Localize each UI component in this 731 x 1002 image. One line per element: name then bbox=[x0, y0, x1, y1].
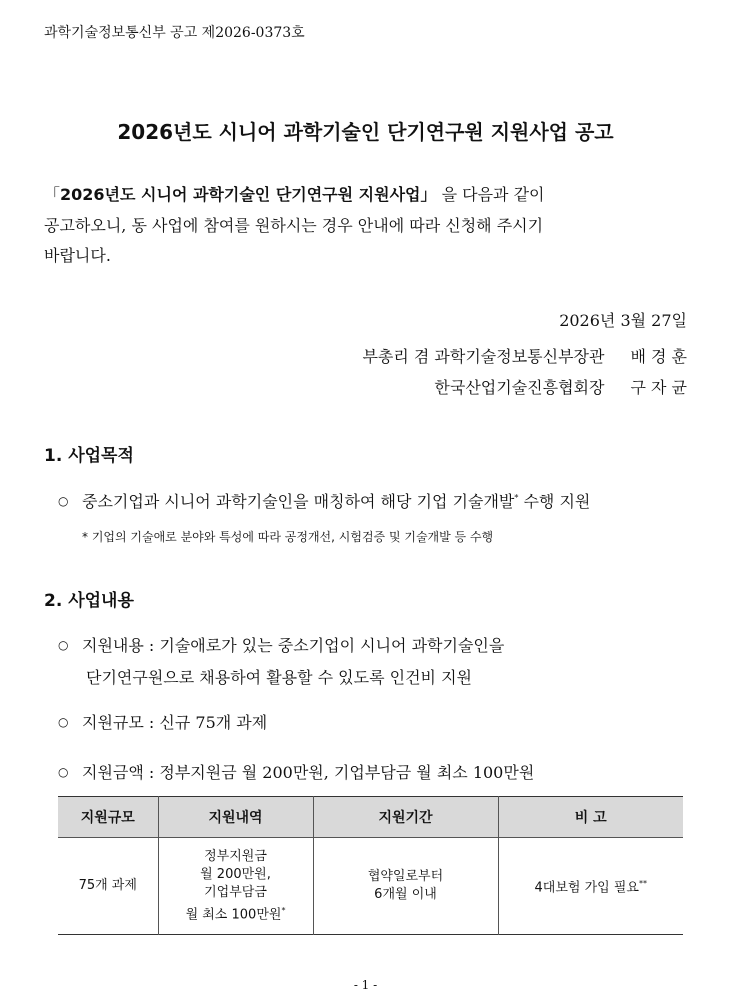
signer-title: 부총리 겸 과학기술정보통신부장관 bbox=[362, 347, 605, 366]
bullet-purpose bbox=[58, 489, 590, 512]
header-detail: 지원내역 bbox=[158, 797, 313, 838]
header-period: 지원기간 bbox=[313, 797, 498, 838]
signature-line-2 bbox=[434, 375, 687, 398]
period-line: 협약일로부터 bbox=[367, 869, 444, 884]
notice-number: 과학기술정보통신부 공고 제2026-0373호 bbox=[44, 25, 305, 41]
circle-bullet-icon: ○ bbox=[58, 494, 69, 508]
circle-bullet-icon: ○ bbox=[58, 638, 69, 652]
bullet-support-content bbox=[58, 633, 504, 656]
bullet-support-scale bbox=[58, 710, 267, 733]
bullet-support-content-cont: 단기연구원으로 채용하여 활용할 수 있도록 인건비 지원 bbox=[86, 668, 473, 687]
close-bracket: 」 bbox=[420, 185, 437, 204]
support-table bbox=[58, 796, 683, 935]
cell-note bbox=[498, 838, 683, 935]
intro-line-3: 바랍니다. bbox=[44, 246, 111, 265]
detail-line: 월 200만원, bbox=[200, 866, 271, 882]
cell-detail bbox=[158, 838, 313, 935]
bullet-text: 지원규모 : 신규 75개 과제 bbox=[82, 713, 268, 732]
header-note: 비 고 bbox=[498, 797, 683, 838]
intro-line-1-rest: 을 다음과 같이 bbox=[436, 185, 545, 204]
bullet-text: 중소기업과 시니어 과학기술인을 매칭하여 해당 기업 기술개발 bbox=[82, 492, 515, 511]
table-row bbox=[58, 838, 683, 935]
purpose-footnote: * 기업의 기술애로 분야와 특성에 따라 공정개선, 시험검증 및 기술개발 등 수행 bbox=[82, 530, 494, 544]
cell-scale: 75개 과제 bbox=[58, 838, 158, 935]
circle-bullet-icon: ○ bbox=[58, 765, 69, 779]
signer-title: 한국산업기술진흥협회장 bbox=[434, 378, 605, 397]
announcement-date: 2026년 3월 27일 bbox=[559, 311, 687, 330]
circle-bullet-icon: ○ bbox=[58, 715, 69, 729]
intro-line-1 bbox=[44, 182, 545, 205]
cell-period bbox=[313, 838, 498, 935]
program-name: 2026년도 시니어 과학기술인 단기연구원 지원사업 bbox=[60, 185, 421, 204]
bullet-text: 지원내용 : 기술애로가 있는 중소기업이 시니어 과학기술인을 bbox=[82, 636, 505, 655]
note-text: 4대보험 가입 필요 bbox=[534, 880, 639, 896]
period-line: 6개월 이내 bbox=[374, 887, 437, 902]
detail-line: 월 최소 100만원 bbox=[185, 907, 282, 923]
section-heading-purpose: 1. 사업목적 bbox=[44, 446, 134, 466]
signer-name: 구 자 균 bbox=[630, 378, 687, 397]
section-heading-content: 2. 사업내용 bbox=[44, 591, 134, 611]
signer-name: 배 경 훈 bbox=[630, 347, 687, 366]
detail-line: 기업부담금 bbox=[204, 884, 267, 900]
bullet-tail: 수행 지원 bbox=[518, 492, 591, 511]
intro-line-2: 공고하오니, 동 사업에 참여를 원하시는 경우 안내에 따라 신청해 주시기 bbox=[44, 216, 544, 235]
detail-line: 정부지원금 bbox=[204, 848, 267, 864]
open-bracket: 「 bbox=[44, 185, 61, 204]
signature-line-1 bbox=[362, 344, 687, 367]
detail-line-last bbox=[160, 902, 312, 924]
page-number: - 1 - bbox=[353, 978, 378, 992]
bullet-text: 지원금액 : 정부지원금 월 200만원, 기업부담금 월 최소 100만원 bbox=[82, 763, 535, 782]
document-title: 2026년도 시니어 과학기술인 단기연구원 지원사업 공고 bbox=[117, 120, 614, 144]
header-scale: 지원규모 bbox=[58, 797, 158, 838]
bullet-support-amount bbox=[58, 760, 534, 783]
footnote-marker: ** bbox=[638, 878, 647, 888]
footnote-marker: * bbox=[281, 905, 286, 915]
table-header-row bbox=[58, 797, 683, 838]
footnote-marker: * bbox=[514, 493, 519, 503]
